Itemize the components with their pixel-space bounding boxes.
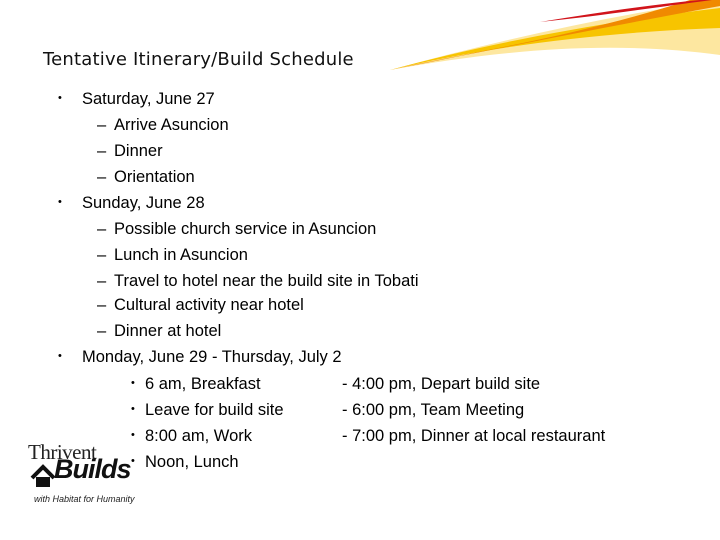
dash-item: –: [97, 116, 107, 134]
section-heading-sunday: Sunday, June 28: [82, 194, 205, 212]
dash-item: –: [97, 246, 107, 264]
itinerary-item: Cultural activity near hotel: [114, 296, 304, 314]
schedule-item: Noon, Lunch: [145, 453, 239, 471]
thrivent-builds-logo: [28, 440, 138, 510]
bullet-icon: •: [131, 403, 135, 415]
dash-item: –: [97, 168, 107, 186]
dash-item: –: [97, 220, 107, 238]
section-heading-monday-thursday: Monday, June 29 - Thursday, July 2: [82, 348, 342, 366]
dash-item: –: [97, 322, 107, 340]
itinerary-item: Arrive Asuncion: [114, 116, 229, 134]
itinerary-item: Lunch in Asuncion: [114, 246, 248, 264]
bullet-icon: •: [58, 196, 62, 208]
itinerary-item: Possible church service in Asuncion: [114, 220, 377, 238]
logo-text-habitat: with Habitat for Humanity: [34, 494, 135, 504]
page-title: Tentative Itinerary/Build Schedule: [43, 49, 354, 70]
schedule-item: Leave for build site: [145, 401, 284, 419]
section-heading-saturday: Saturday, June 27: [82, 90, 215, 108]
itinerary-item: Dinner: [114, 142, 163, 160]
dash-item: –: [97, 142, 107, 160]
itinerary-item: Dinner at hotel: [114, 322, 222, 340]
schedule-item: 6 am, Breakfast: [145, 375, 261, 393]
itinerary-item: Orientation: [114, 168, 195, 186]
dash-item: –: [97, 296, 107, 314]
logo-text-builds: Builds: [54, 454, 131, 484]
logo-text-thrivent: Thrivent: [28, 440, 97, 464]
schedule-item: - 6:00 pm, Team Meeting: [342, 401, 525, 419]
schedule-item: - 4:00 pm, Depart build site: [342, 375, 541, 393]
itinerary-item: Travel to hotel near the build site in Tobati: [114, 272, 419, 290]
schedule-item: 8:00 am, Work: [145, 427, 252, 445]
bullet-icon: •: [131, 429, 135, 441]
logo-roof-icon: [30, 464, 56, 488]
bullet-icon: •: [58, 350, 62, 362]
schedule-item: - 7:00 pm, Dinner at local restaurant: [342, 427, 606, 445]
bullet-icon: •: [131, 455, 135, 467]
dash-item: –: [97, 272, 107, 290]
bullet-icon: •: [58, 92, 62, 104]
bullet-icon: •: [131, 377, 135, 389]
